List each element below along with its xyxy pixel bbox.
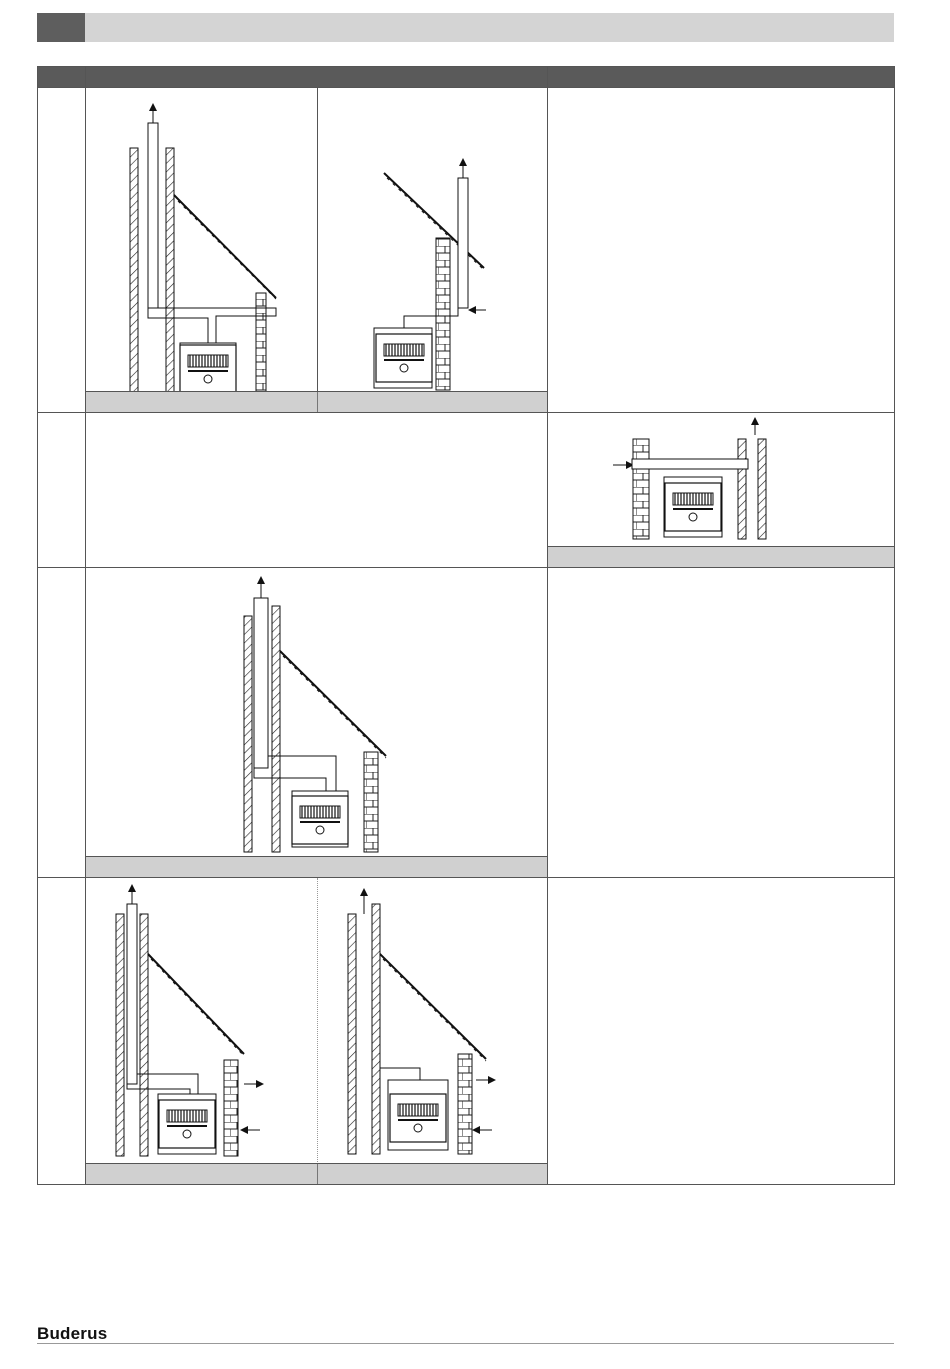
flue-diagram-chimney bbox=[116, 103, 316, 393]
flue-options-table bbox=[37, 66, 895, 1185]
figure-caption-bar bbox=[86, 856, 547, 877]
description-cell bbox=[548, 568, 895, 878]
footer-divider bbox=[37, 1343, 894, 1344]
figure-cell bbox=[86, 568, 548, 878]
description-cell bbox=[548, 878, 895, 1185]
table-row bbox=[38, 878, 895, 1185]
table-row bbox=[38, 88, 895, 413]
description-cell bbox=[548, 88, 895, 413]
header-cell-figure bbox=[86, 67, 548, 88]
header-cell-number bbox=[38, 67, 86, 88]
figure-caption-bar bbox=[86, 391, 547, 412]
flue-diagram-separate-room-vent bbox=[104, 884, 279, 1159]
description-cell bbox=[86, 413, 548, 568]
row-number-cell bbox=[38, 88, 86, 413]
figure-cell bbox=[86, 878, 548, 1185]
header-cell-description bbox=[548, 67, 895, 88]
figure-cell bbox=[548, 413, 895, 568]
figure-cell bbox=[86, 88, 548, 413]
buderus-logo: Buderus bbox=[37, 1324, 108, 1343]
figure-caption-bar bbox=[86, 1163, 547, 1184]
table-header-row bbox=[38, 67, 895, 88]
page-number-block bbox=[37, 13, 85, 42]
table-row bbox=[38, 568, 895, 878]
figure-caption-bar bbox=[548, 546, 894, 567]
flue-diagram-roof bbox=[354, 148, 544, 398]
page-header-bar bbox=[37, 13, 894, 42]
row-number-cell bbox=[38, 568, 86, 878]
flue-diagram-separate-room-vent-2 bbox=[336, 884, 526, 1159]
flue-diagram-balanced-wall bbox=[608, 417, 808, 542]
row-number-cell bbox=[38, 878, 86, 1185]
flue-diagram-concentric bbox=[226, 576, 426, 856]
row-number-cell bbox=[38, 413, 86, 568]
table-row bbox=[38, 413, 895, 568]
